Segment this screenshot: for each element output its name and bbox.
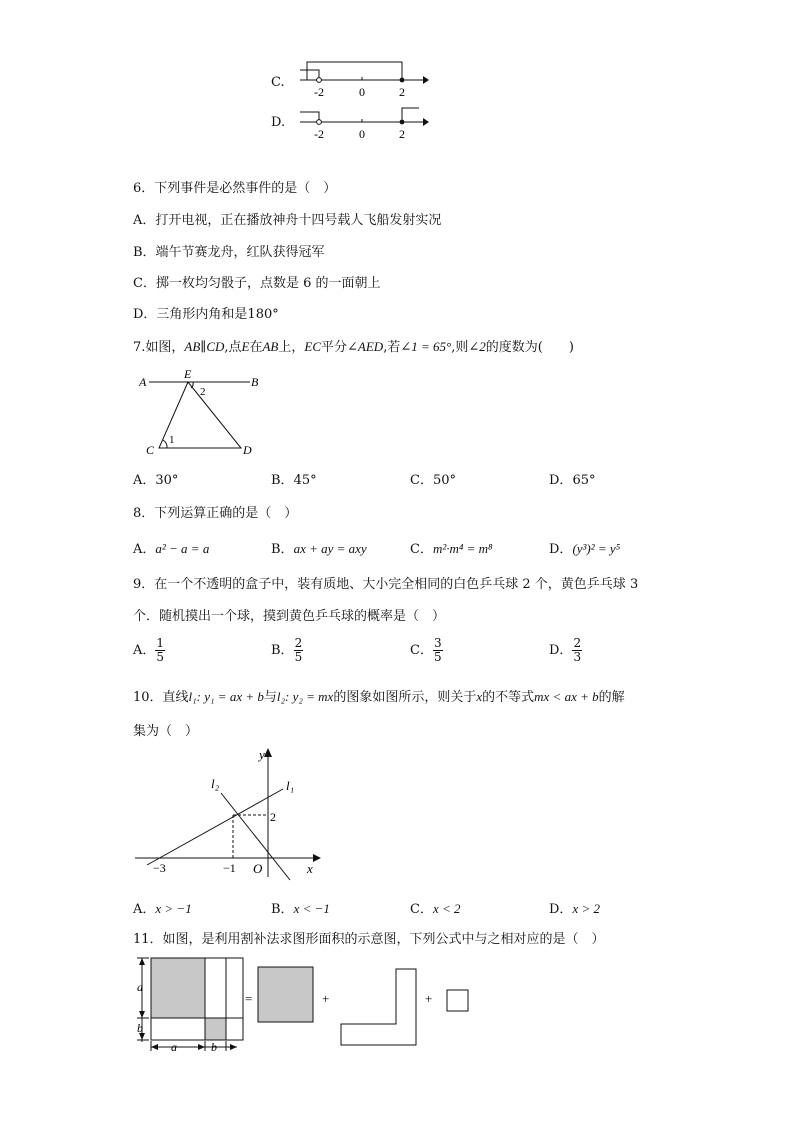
q5-option-c-label[interactable]: C. — [271, 75, 285, 90]
q5-option-d-label[interactable]: D. — [271, 115, 286, 130]
q5d-tick-m2: -2 — [314, 127, 324, 141]
q8-option-a[interactable] — [133, 541, 209, 558]
q9-option-d[interactable] — [549, 637, 582, 664]
q10-c-value: x < 2 — [432, 901, 461, 916]
q7-e: E — [241, 339, 250, 354]
q9-d-num: 2 — [573, 636, 582, 650]
q8-option-b[interactable] — [271, 541, 367, 558]
q7-num: 7.如图， — [133, 340, 185, 355]
q7-c-value: 50° — [432, 473, 456, 488]
q7-b-value: 45° — [293, 473, 317, 488]
q6-option-c[interactable]: C．掷一枚均匀骰子，点数是 6 的一面朝上 — [133, 276, 381, 291]
q8-c-label: C． — [410, 542, 433, 557]
q10-l2-eq: l₂: y₂ = mx — [276, 689, 334, 704]
q10-fig-x: x — [307, 861, 313, 876]
q5c-tick-m2: -2 — [314, 85, 324, 99]
q10-c-label: C． — [410, 902, 433, 917]
q7-t5: ,若 — [383, 340, 401, 355]
q10-pre: 10．直线 — [133, 690, 189, 705]
q8-d-expr: (y³)² = y⁵ — [572, 541, 621, 556]
q10-b-value: x < −1 — [293, 901, 330, 916]
q9-option-a[interactable] — [133, 637, 165, 664]
q7-fig-angle1: 1 — [169, 434, 175, 446]
q5c-tick-2: 2 — [399, 85, 405, 99]
q8-b-label: B． — [271, 542, 294, 557]
q10-fig-l2: l₂ — [211, 776, 220, 791]
q9-c-label: C． — [410, 643, 433, 658]
q8-a-expr: a² − a = a — [155, 541, 210, 556]
q7-option-b[interactable] — [271, 473, 317, 489]
q10-fig-l1: l₁ — [286, 778, 295, 793]
q10-option-b[interactable] — [271, 901, 330, 918]
q10-stem-line1 — [133, 689, 625, 706]
q9-a-num: 1 — [156, 636, 165, 650]
q7-a-label: A． — [133, 473, 156, 488]
q10-graph — [133, 743, 323, 881]
q10-fig-tick-m3: −3 — [153, 861, 166, 875]
q9-option-c[interactable] — [410, 637, 443, 664]
q9-b-den: 5 — [294, 650, 303, 664]
q10-mid2: 的图象如图所示，则关于 — [333, 690, 477, 705]
q7-t3: 上， — [278, 340, 305, 355]
q5c-tick-0: 0 — [359, 85, 365, 99]
q7-tail: 的度数为( ) — [485, 340, 574, 355]
q6-stem: 6．下列事件是必然事件的是（ ） — [133, 181, 337, 196]
q7-fig-d: D — [243, 443, 252, 457]
q11-fig-a-left: a — [137, 980, 143, 994]
q7-c-label: C． — [410, 473, 433, 488]
q8-c-expr: m²·m⁴ = m⁸ — [432, 541, 493, 556]
q7-fig-b: B — [251, 375, 259, 389]
q7-b-label: B． — [271, 473, 294, 488]
q7-t4: 平分 — [321, 340, 348, 355]
q10-x: x — [476, 689, 483, 704]
q10-fig-y: y — [259, 747, 265, 762]
q7-fig-e: E — [184, 367, 192, 381]
q9-stem-line1: 9．在一个不透明的盒子中，装有质地、大小完全相同的白色乒乓球 2 个，黄色乒乓球 3 — [133, 577, 639, 592]
q7-angle-aed: ∠AED — [347, 339, 384, 354]
q10-fig-origin: O — [253, 861, 263, 876]
q7-a-value: 30° — [155, 473, 179, 488]
q9-stem-line2: 个．随机摸出一个球，摸到黄色乒乓球的概率是（ ） — [133, 609, 446, 624]
q11-stem: 11．如图，是利用割补法求图形面积的示意图，下列公式中与之相对应的是（ ） — [133, 932, 605, 947]
q10-stem-line2: 集为（ ） — [133, 724, 199, 739]
q9-c-num: 3 — [433, 636, 442, 650]
q7-parallel: ∥ — [200, 340, 207, 355]
q7-fig-c: C — [146, 443, 155, 457]
q7-stem — [133, 339, 574, 356]
q11-fig-a-bottom: a — [171, 1040, 177, 1053]
q10-fig-tick-m1: −1 — [223, 861, 236, 875]
q10-option-a[interactable] — [133, 901, 192, 918]
q7-cd: CD — [206, 339, 225, 354]
q9-b-label: B． — [271, 643, 294, 658]
q8-b-expr: ax + ay = axy — [293, 541, 367, 556]
q9-b-fraction — [294, 637, 304, 664]
q10-option-c[interactable] — [410, 901, 461, 918]
q7-ec: EC — [304, 339, 322, 354]
q8-option-c[interactable] — [410, 541, 493, 558]
q7-t6: ,则 — [451, 340, 469, 355]
q10-b-label: B． — [271, 902, 294, 917]
q7-t1: ,点 — [224, 340, 242, 355]
q11-figure — [133, 955, 478, 1053]
q6-option-b[interactable]: B．端午节赛龙舟，红队获得冠军 — [133, 245, 325, 260]
q9-option-b[interactable] — [271, 637, 303, 664]
q7-angle2: ∠2 — [468, 339, 486, 354]
q10-a-value: x > −1 — [155, 901, 192, 916]
q5-number-line-c — [295, 58, 435, 102]
q10-l1-eq: l₁: y₁ = ax + b — [188, 689, 264, 704]
q11-fig-plus-2: + — [425, 991, 433, 1006]
q7-figure — [133, 366, 273, 461]
q10-tail: 的解 — [598, 690, 625, 705]
q7-ab2: AB — [262, 339, 279, 354]
q8-a-label: A． — [133, 542, 156, 557]
q7-angle1: ∠1 = 65° — [400, 339, 452, 354]
q10-inequality: mx < ax + b — [534, 689, 599, 704]
q11-fig-equals: = — [245, 991, 253, 1006]
q10-mid3: 的不等式 — [482, 690, 535, 705]
q7-d-value: 65° — [572, 473, 596, 488]
q9-a-den: 5 — [156, 650, 165, 664]
q5d-tick-0: 0 — [359, 127, 365, 141]
q6-option-d[interactable]: D．三角形内角和是180° — [133, 307, 279, 322]
q7-t2: 在 — [249, 340, 263, 355]
q9-a-fraction — [155, 637, 165, 664]
q7-fig-a: A — [139, 375, 147, 389]
q10-option-d[interactable] — [549, 901, 600, 918]
q9-d-den: 3 — [573, 650, 582, 664]
q7-d-label: D． — [549, 473, 573, 488]
q8-stem: 8．下列运算正确的是（ ） — [133, 506, 298, 521]
q8-option-d[interactable] — [549, 541, 620, 558]
q7-option-d[interactable] — [549, 473, 595, 489]
q9-a-label: A． — [133, 643, 156, 658]
q7-ab: AB — [184, 339, 201, 354]
q9-c-fraction — [433, 637, 443, 664]
q9-c-den: 5 — [433, 650, 442, 664]
q11-fig-b-left: b — [137, 1021, 143, 1035]
q10-mid: 与 — [263, 690, 277, 705]
q10-fig-tick-2: 2 — [270, 810, 276, 824]
q11-fig-plus-1: + — [322, 991, 330, 1006]
q11-fig-b-bottom: b — [211, 1040, 217, 1053]
q5d-tick-2: 2 — [399, 127, 405, 141]
q10-d-value: x > 2 — [572, 901, 600, 916]
q6-option-a[interactable]: A．打开电视，正在播放神舟十四号载人飞船发射实况 — [133, 213, 442, 228]
q7-option-c[interactable] — [410, 473, 456, 489]
q10-d-label: D． — [549, 902, 573, 917]
q9-d-fraction — [572, 637, 582, 664]
q9-b-num: 2 — [294, 636, 303, 650]
q8-d-label: D． — [549, 542, 573, 557]
q5-number-line-d — [295, 100, 435, 144]
q7-option-a[interactable] — [133, 473, 178, 489]
q11-fig-big-gray — [151, 958, 205, 1018]
q7-fig-angle2: 2 — [200, 386, 206, 398]
q9-d-label: D． — [549, 643, 573, 658]
q10-a-label: A． — [133, 902, 156, 917]
